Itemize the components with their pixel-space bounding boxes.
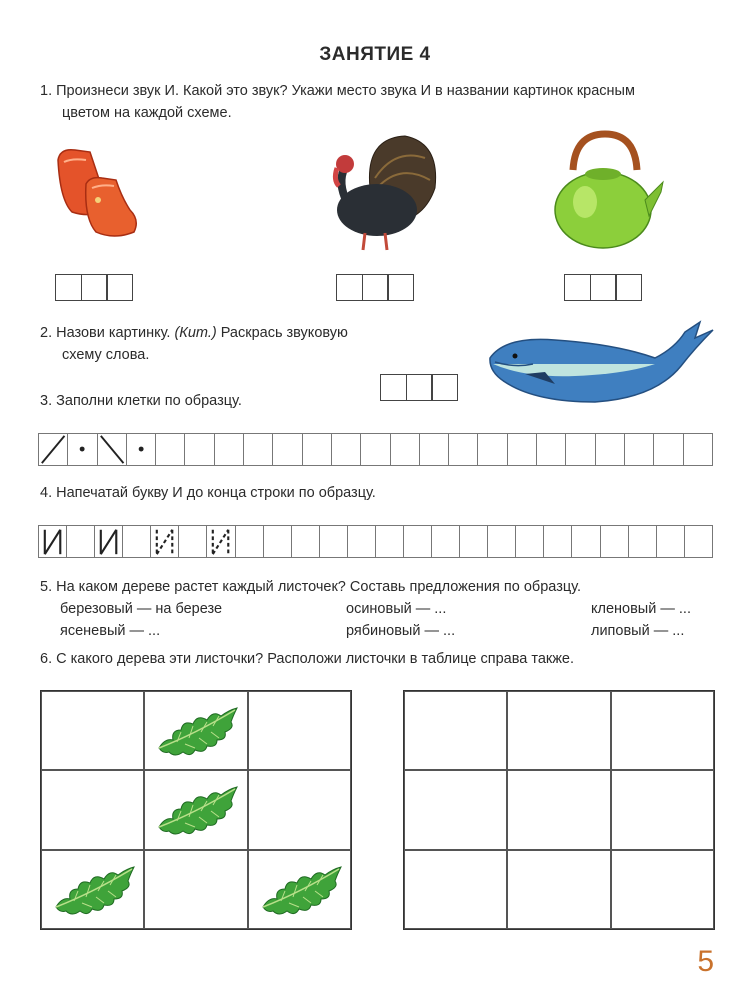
page-title: ЗАНЯТИЕ 4 bbox=[319, 44, 431, 65]
answer-cell[interactable] bbox=[507, 691, 610, 770]
pattern-cell[interactable] bbox=[536, 433, 566, 466]
sample-cell bbox=[248, 770, 351, 849]
pattern-cell[interactable] bbox=[390, 433, 420, 466]
letter-i-dashed-sample[interactable] bbox=[206, 525, 235, 558]
pattern-cell[interactable] bbox=[360, 433, 390, 466]
pattern-cell[interactable] bbox=[565, 433, 595, 466]
letter-cell[interactable] bbox=[66, 525, 95, 558]
kettle-icon bbox=[545, 130, 665, 255]
pattern-cell[interactable] bbox=[243, 433, 273, 466]
letter-cell[interactable] bbox=[571, 525, 600, 558]
task-5-text: 5. На каком дереве растет каждый листочек? Составь предложения по образцу. bbox=[40, 579, 581, 595]
answer-cell[interactable] bbox=[404, 691, 507, 770]
letter-cell[interactable] bbox=[319, 525, 348, 558]
sample-cell bbox=[41, 770, 144, 849]
scheme-cell[interactable] bbox=[55, 274, 82, 301]
sample-cell bbox=[248, 850, 351, 929]
oak-leaf-icon bbox=[259, 863, 343, 917]
scheme-cell[interactable] bbox=[336, 274, 363, 301]
sound-scheme-kettle[interactable] bbox=[564, 274, 642, 301]
letter-i-sample[interactable] bbox=[38, 525, 67, 558]
pattern-cell[interactable] bbox=[331, 433, 361, 466]
pattern-cell[interactable] bbox=[477, 433, 507, 466]
letter-cell[interactable] bbox=[459, 525, 488, 558]
scheme-cell[interactable] bbox=[406, 374, 433, 401]
letter-strip[interactable] bbox=[38, 525, 713, 558]
leaf-grid-sample bbox=[40, 690, 352, 930]
letter-i-sample[interactable] bbox=[94, 525, 123, 558]
task-1-line-1: 1. Произнеси звук И. Какой это звук? Укажи место звука И в названии картинок красным bbox=[40, 83, 635, 99]
sample-cell bbox=[144, 850, 247, 929]
page-number: 5 bbox=[697, 945, 714, 978]
scheme-cell[interactable] bbox=[106, 274, 133, 301]
sample-cell bbox=[41, 850, 144, 929]
letter-cell[interactable] bbox=[431, 525, 460, 558]
scheme-cell[interactable] bbox=[431, 374, 458, 401]
example-1-3: кленовый — ... bbox=[591, 601, 691, 617]
letter-cell[interactable] bbox=[515, 525, 544, 558]
pattern-cell[interactable] bbox=[272, 433, 302, 466]
answer-cell[interactable] bbox=[404, 770, 507, 849]
task-2-line-2: схему слова. bbox=[62, 347, 150, 363]
oak-leaf-icon bbox=[155, 704, 239, 758]
scheme-cell[interactable] bbox=[362, 274, 389, 301]
scheme-cell[interactable] bbox=[81, 274, 108, 301]
scheme-cell[interactable] bbox=[615, 274, 642, 301]
task-2-answer-hint: (Кит.) bbox=[174, 325, 217, 341]
example-1-1: березовый — на березе bbox=[60, 601, 223, 617]
pattern-cell[interactable] bbox=[653, 433, 683, 466]
answer-cell[interactable] bbox=[507, 850, 610, 929]
example-1-2: осиновый — ... bbox=[346, 601, 447, 617]
sample-cell bbox=[144, 770, 247, 849]
task-2-suffix: Раскрась звуковую bbox=[216, 325, 348, 341]
scheme-cell[interactable] bbox=[387, 274, 414, 301]
example-2-1: ясеневый — ... bbox=[60, 623, 161, 639]
pattern-cell[interactable] bbox=[448, 433, 478, 466]
pattern-cell[interactable] bbox=[595, 433, 625, 466]
sample-cell bbox=[144, 691, 247, 770]
example-2-3: липовый — ... bbox=[591, 623, 685, 639]
task-2-text bbox=[40, 322, 420, 366]
task-3-text: 3. Заполни клетки по образцу. bbox=[40, 393, 242, 409]
letter-cell[interactable] bbox=[600, 525, 629, 558]
answer-cell[interactable] bbox=[611, 691, 714, 770]
letter-cell[interactable] bbox=[543, 525, 572, 558]
answer-cell[interactable] bbox=[611, 770, 714, 849]
pattern-cell[interactable] bbox=[67, 433, 97, 466]
oak-leaf-icon bbox=[155, 783, 239, 837]
task-1-line-2: цветом на каждой схеме. bbox=[62, 105, 232, 121]
task-6-text: 6. С какого дерева эти листочки? Расположи листочки в таблице справа также. bbox=[40, 651, 575, 667]
scheme-cell[interactable] bbox=[380, 374, 407, 401]
sound-scheme-shoes[interactable] bbox=[55, 274, 133, 301]
pattern-cell[interactable] bbox=[126, 433, 156, 466]
pattern-cell[interactable] bbox=[97, 433, 127, 466]
letter-cell[interactable] bbox=[656, 525, 685, 558]
pattern-cell[interactable] bbox=[302, 433, 332, 466]
letter-cell[interactable] bbox=[628, 525, 657, 558]
letter-cell[interactable] bbox=[122, 525, 151, 558]
shoes-icon bbox=[50, 140, 145, 250]
pattern-cell[interactable] bbox=[155, 433, 185, 466]
scheme-cell[interactable] bbox=[564, 274, 591, 301]
answer-cell[interactable] bbox=[404, 850, 507, 929]
sample-cell bbox=[248, 691, 351, 770]
pattern-cell[interactable] bbox=[38, 433, 68, 466]
pattern-cell[interactable] bbox=[624, 433, 654, 466]
pattern-cell[interactable] bbox=[507, 433, 537, 466]
example-2-2: рябиновый — ... bbox=[346, 623, 456, 639]
letter-cell[interactable] bbox=[235, 525, 264, 558]
oak-leaf-icon bbox=[52, 863, 136, 917]
task-1-text bbox=[40, 80, 730, 124]
sound-scheme-whale[interactable] bbox=[380, 374, 458, 401]
pattern-cell[interactable] bbox=[184, 433, 214, 466]
task-2-prefix: 2. Назови картинку. bbox=[40, 325, 175, 341]
letter-cell[interactable] bbox=[684, 525, 713, 558]
leaf-grid-answer[interactable] bbox=[403, 690, 715, 930]
letter-cell[interactable] bbox=[178, 525, 207, 558]
letter-cell[interactable] bbox=[403, 525, 432, 558]
answer-cell[interactable] bbox=[507, 770, 610, 849]
sound-scheme-turkey[interactable] bbox=[336, 274, 414, 301]
pattern-strip[interactable] bbox=[38, 433, 713, 466]
pattern-cell[interactable] bbox=[214, 433, 244, 466]
whale-icon bbox=[485, 318, 715, 408]
letter-i-dashed-sample[interactable] bbox=[150, 525, 179, 558]
letter-cell[interactable] bbox=[487, 525, 516, 558]
answer-cell[interactable] bbox=[611, 850, 714, 929]
task-4-text: 4. Напечатай букву И до конца строки по образцу. bbox=[40, 485, 376, 501]
letter-cell[interactable] bbox=[263, 525, 292, 558]
turkey-icon bbox=[315, 128, 440, 258]
sample-cell bbox=[41, 691, 144, 770]
letter-cell[interactable] bbox=[375, 525, 404, 558]
letter-cell[interactable] bbox=[347, 525, 376, 558]
letter-cell[interactable] bbox=[291, 525, 320, 558]
pattern-cell[interactable] bbox=[683, 433, 713, 466]
scheme-cell[interactable] bbox=[590, 274, 617, 301]
pattern-cell[interactable] bbox=[419, 433, 449, 466]
